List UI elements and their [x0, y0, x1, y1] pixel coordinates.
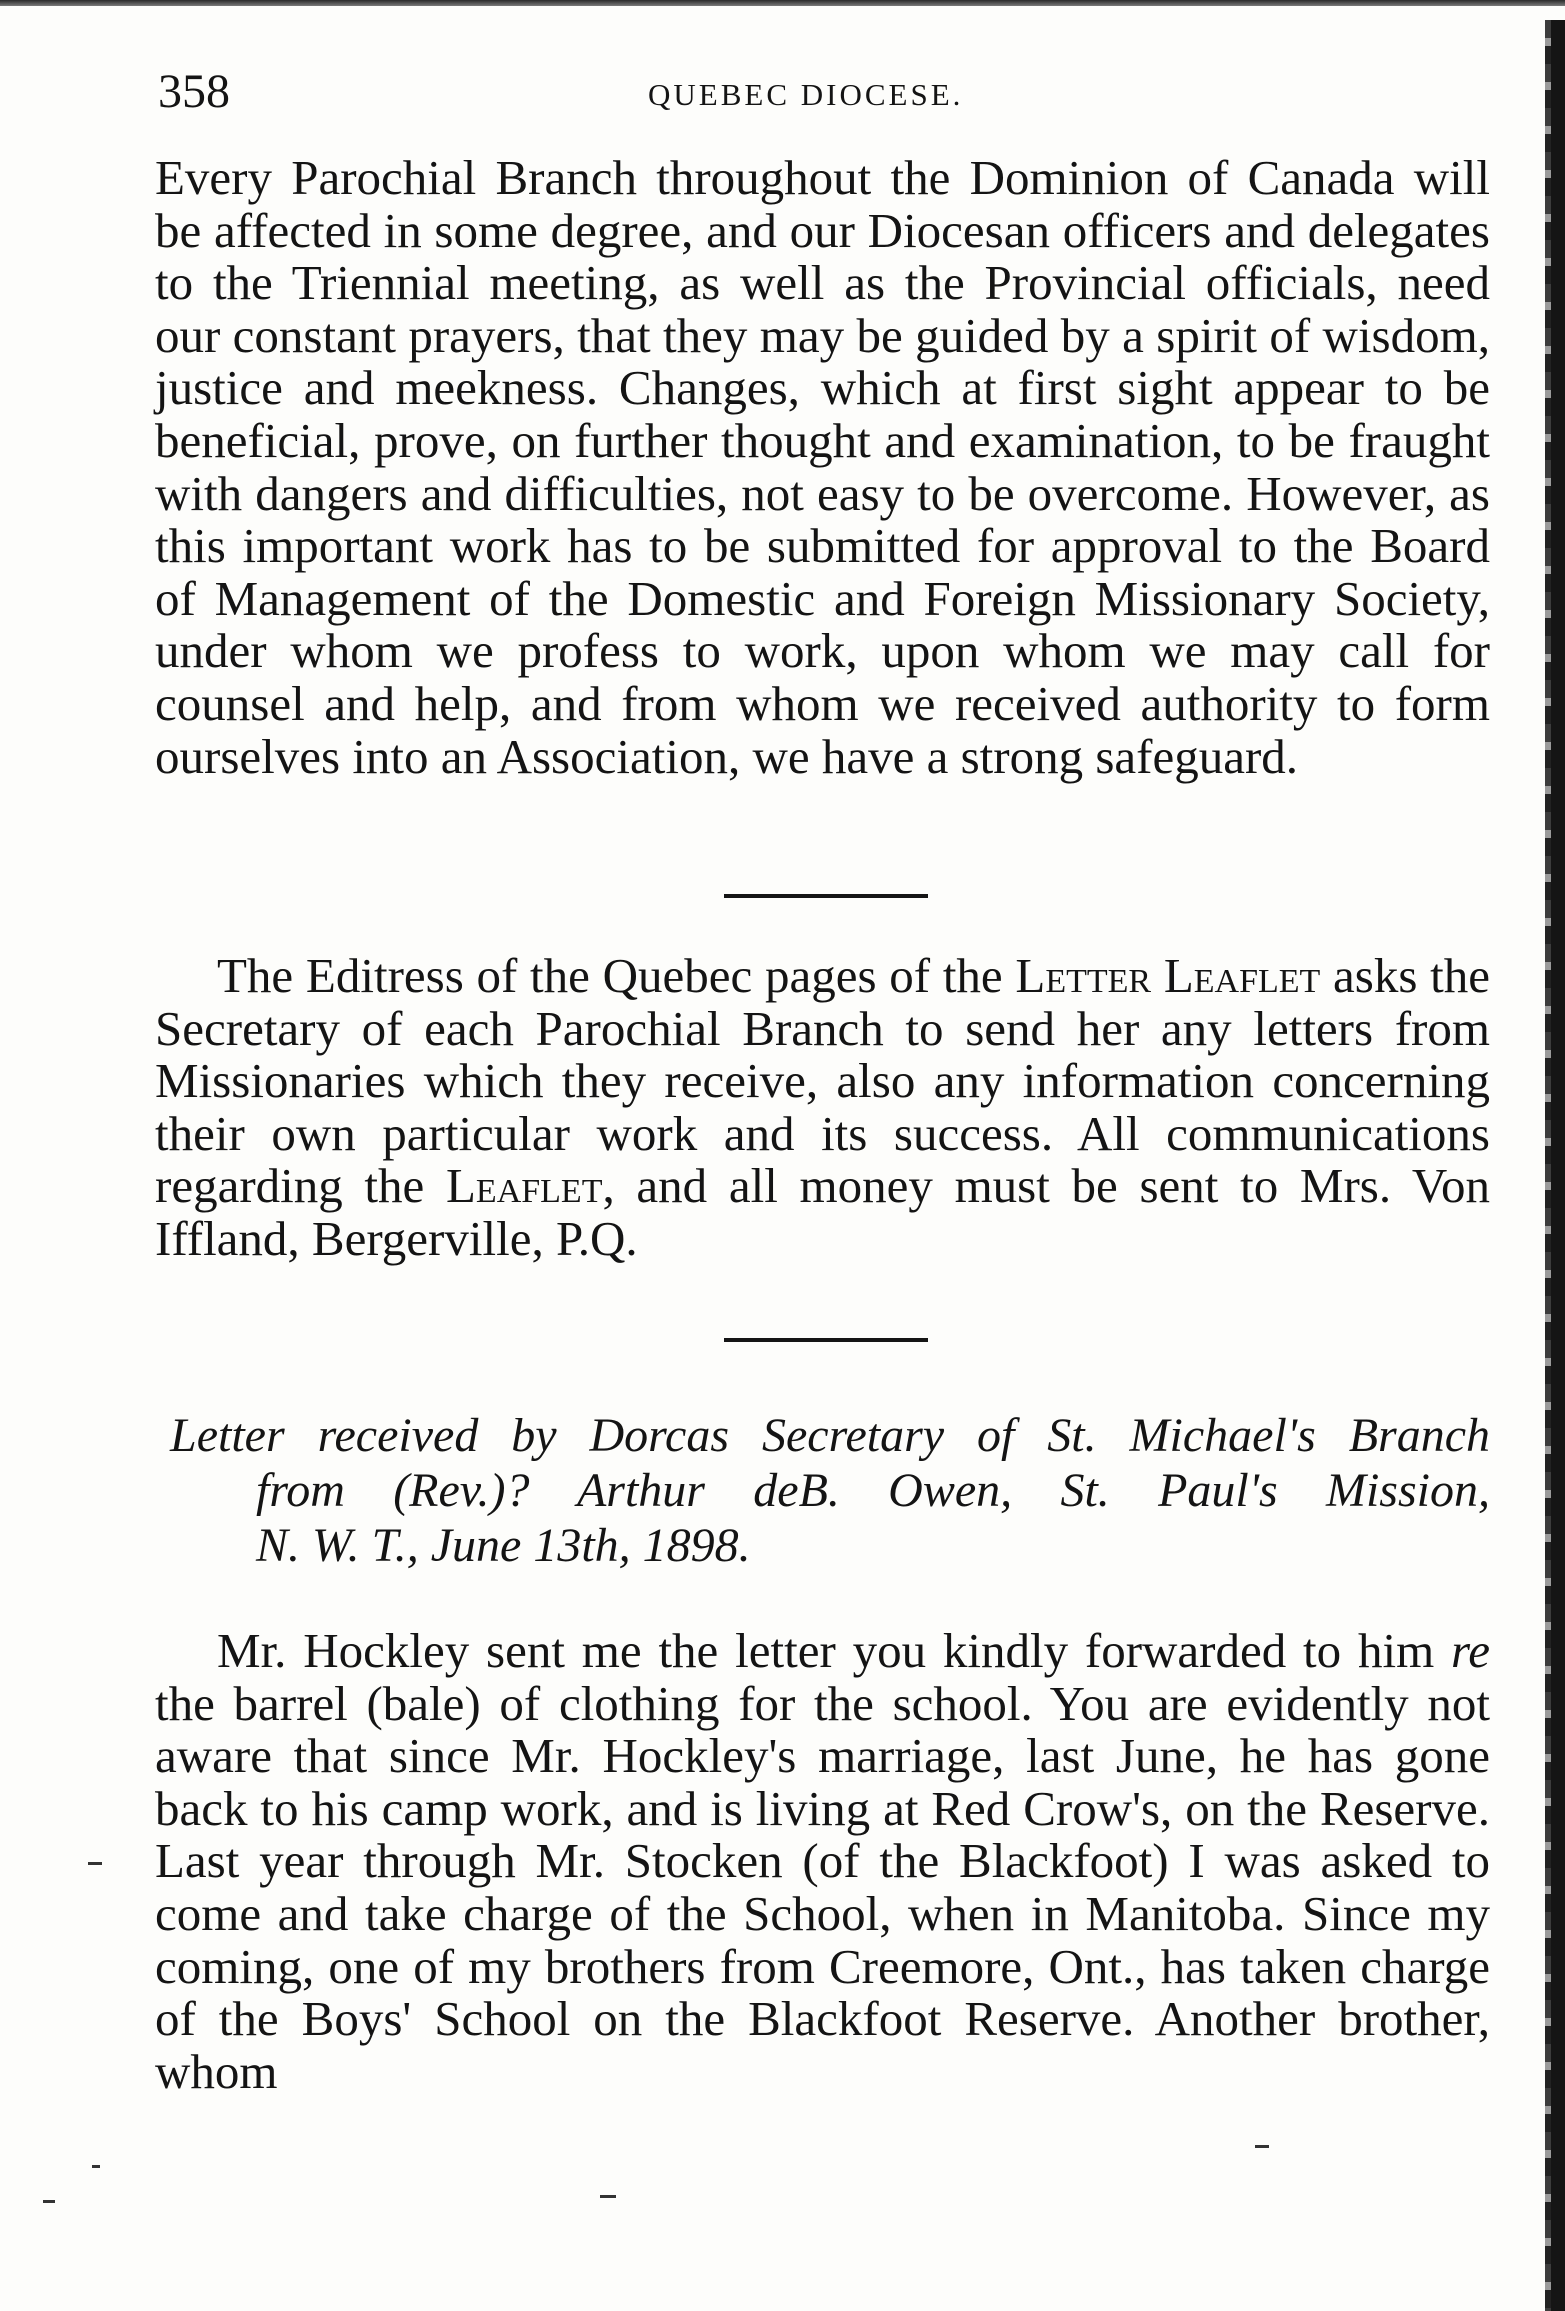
page-binding-shadow [1545, 20, 1551, 2311]
print-speck [1255, 2145, 1269, 2148]
publication-name: Letter Leaflet [1015, 948, 1321, 1003]
print-speck [92, 2165, 100, 2168]
print-speck [88, 1862, 102, 1865]
letter-heading-line: N. W. T., June 13th, 1898. [256, 1519, 751, 1572]
page-number: 358 [158, 65, 230, 118]
running-head: QUEBEC DIOCESE. [648, 77, 964, 112]
page-header [158, 62, 1488, 122]
letter-heading-line: Letter received by Dorcas Secretary of St. Michael's Branch [170, 1409, 1490, 1462]
page-binding-edge [1551, 20, 1565, 2311]
paragraph-parochial-branch: Every Parochial Branch throughout the Dominion of Canada will be affected in some degree, and our Diocesan officers and delegates to the Triennial meeting, as well as the Provincial officials, need our constant prayers, that they may be guided by a spirit of wisdom, justice and meekness. Changes, which at first sight appear to be beneficial, prove, on further thought and examination, to be fraught with dangers and difficulties, not easy to be overcome. However, as this important work has to be submitted for approval to the Board of Management of the Domestic and Foreign Missionary Society, under whom we profess to work, upon whom we may call for counsel and help, and from whom we received authority to form ourselves into an Association, we have a strong safeguard. [155, 150, 1490, 784]
page-top-edge [0, 0, 1565, 6]
letter-heading-line: from (Rev.)? Arthur deB. Owen, St. Paul's Mission, [256, 1464, 1490, 1517]
section-divider [724, 894, 928, 898]
section-divider [724, 1338, 928, 1342]
notice-text-start: The Editress of the Quebec pages of the [217, 948, 1016, 1003]
notice-text-middle: asks the Secretary of each Parochial Branch to send her any letters from Missionaries which they receive, also any information concerning their own particular work and its success. All communications regarding the [155, 948, 1490, 1214]
leaflet-name: Leaflet [446, 1158, 603, 1214]
letter-text-rest: the barrel (bale) of clothing for the school. You are evidently not aware that since Mr. Hockley's marriage, last June, he has gone back to his camp work, and is living at Red Crow's, on the Reserve. Last year through Mr. Stocken (of the Blackfoot) I was asked to come and take charge of the School, when in Manitoba. Since my coming, one of my brothers from Creemore, Ont., has taken charge of the Boys' School on the Blackfoot Reserve. Another brother, whom [155, 1675, 1490, 2099]
print-speck [600, 2195, 616, 2198]
letter-text-start: Mr. Hockley sent me the letter you kindly forwarded to him [217, 1623, 1451, 1678]
paragraph-editress-notice [155, 950, 1490, 1266]
letter-text-re: re [1451, 1623, 1490, 1678]
print-speck [43, 2200, 55, 2203]
letter-heading [170, 1408, 1490, 1573]
notice-text-end: , and all money must be sent to Mrs. Von Iffland, Bergerville, P.Q. [155, 1158, 1490, 1266]
paragraph-letter-body [155, 1625, 1490, 2098]
